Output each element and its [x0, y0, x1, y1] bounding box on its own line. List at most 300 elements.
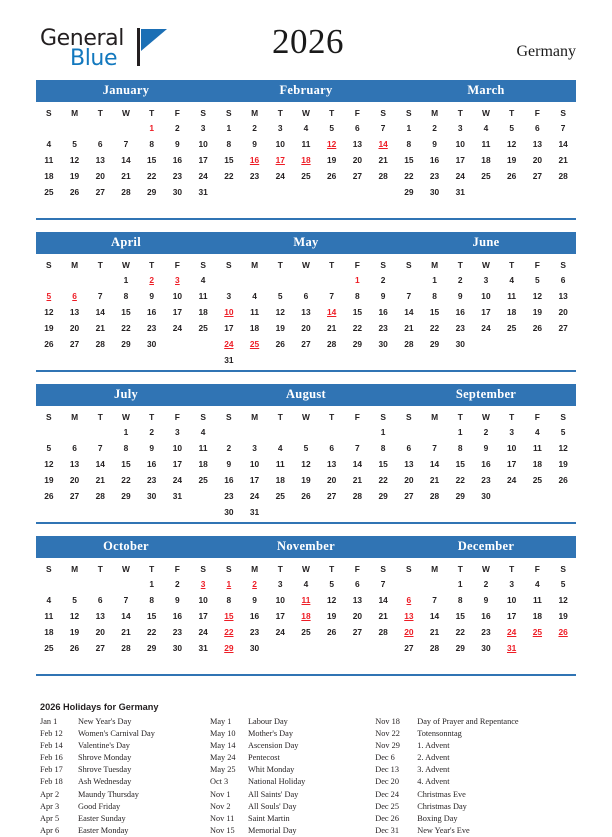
day-cell[interactable]: 28 [378, 171, 388, 181]
day-cell[interactable]: 6 [97, 595, 103, 605]
day-cell[interactable]: 21 [429, 475, 440, 485]
day-cell[interactable]: 10 [172, 291, 183, 301]
day-cell[interactable]: 17 [224, 323, 234, 333]
day-cell[interactable]: 7 [432, 595, 437, 605]
day-cell[interactable]: 4 [303, 579, 309, 589]
day-cell[interactable]: 29 [404, 187, 414, 197]
day-cell[interactable]: 13 [301, 307, 311, 317]
day-cell[interactable]: 27 [327, 491, 337, 501]
day-cell[interactable]: 30 [172, 187, 183, 197]
day-cell[interactable]: 12 [507, 139, 517, 149]
day-cell[interactable]: 13 [95, 155, 105, 165]
day-cell[interactable]: 4 [46, 595, 52, 605]
day-cell-holiday[interactable]: 22 [224, 627, 234, 637]
day-cell[interactable]: 25 [301, 171, 311, 181]
day-cell[interactable]: 29 [429, 339, 440, 349]
day-cell[interactable]: 5 [560, 579, 566, 589]
day-cell[interactable]: 7 [406, 291, 412, 301]
day-cell[interactable]: 12 [69, 611, 80, 621]
day-cell[interactable]: 21 [327, 323, 337, 333]
day-cell[interactable]: 5 [560, 427, 566, 437]
day-cell[interactable]: 12 [558, 595, 568, 605]
day-cell[interactable]: 12 [301, 459, 311, 469]
day-cell[interactable]: 19 [558, 459, 568, 469]
day-cell[interactable]: 6 [535, 123, 540, 133]
day-cell[interactable]: 14 [558, 139, 568, 149]
day-cell[interactable]: 22 [147, 171, 157, 181]
day-cell[interactable]: 3 [483, 275, 489, 285]
day-cell[interactable]: 24 [455, 171, 465, 181]
day-cell[interactable]: 10 [507, 443, 517, 453]
day-cell-holiday[interactable]: 18 [301, 155, 311, 165]
day-cell[interactable]: 28 [95, 491, 105, 501]
day-cell[interactable]: 13 [69, 307, 80, 317]
day-cell[interactable]: 26 [44, 339, 54, 349]
day-cell[interactable]: 14 [352, 459, 363, 469]
day-cell[interactable]: 11 [481, 139, 491, 149]
day-cell[interactable]: 2 [175, 579, 180, 589]
day-cell[interactable]: 14 [429, 459, 440, 469]
day-cell[interactable]: 4 [535, 579, 540, 589]
day-cell[interactable]: 17 [507, 611, 517, 621]
day-cell-holiday[interactable]: 6 [406, 595, 412, 605]
day-cell-holiday[interactable]: 11 [301, 595, 311, 605]
day-cell[interactable]: 9 [149, 443, 154, 453]
day-cell[interactable]: 20 [352, 155, 363, 165]
day-cell[interactable]: 25 [532, 475, 543, 485]
day-cell[interactable]: 13 [352, 139, 363, 149]
day-cell[interactable]: 18 [198, 459, 208, 469]
day-cell-holiday[interactable]: 25 [249, 339, 260, 349]
day-cell[interactable]: 21 [558, 155, 568, 165]
day-cell[interactable]: 18 [507, 307, 517, 317]
day-cell[interactable]: 11 [250, 307, 259, 317]
day-cell[interactable]: 2 [226, 443, 232, 453]
day-cell[interactable]: 1 [457, 579, 463, 589]
day-cell-holiday[interactable]: 5 [46, 291, 52, 301]
day-cell[interactable]: 25 [507, 323, 517, 333]
day-cell[interactable]: 9 [175, 139, 180, 149]
day-cell[interactable]: 30 [378, 339, 388, 349]
day-cell[interactable]: 3 [509, 579, 514, 589]
day-cell[interactable]: 2 [175, 123, 180, 133]
day-cell-holiday[interactable]: 10 [224, 307, 234, 317]
day-cell[interactable]: 16 [249, 611, 260, 621]
day-cell[interactable]: 13 [558, 291, 568, 301]
day-cell[interactable]: 22 [352, 323, 363, 333]
day-cell[interactable]: 20 [558, 307, 568, 317]
day-cell[interactable]: 16 [455, 307, 465, 317]
day-cell[interactable]: 26 [327, 171, 337, 181]
day-cell[interactable]: 21 [429, 627, 440, 637]
day-cell[interactable]: 23 [429, 171, 440, 181]
day-cell[interactable]: 12 [69, 155, 80, 165]
day-cell[interactable]: 31 [172, 491, 183, 501]
day-cell[interactable]: 6 [97, 139, 103, 149]
day-cell[interactable]: 8 [123, 443, 129, 453]
day-cell[interactable]: 28 [404, 339, 414, 349]
day-cell[interactable]: 11 [275, 459, 285, 469]
day-cell[interactable]: 6 [329, 443, 334, 453]
day-cell[interactable]: 5 [72, 595, 77, 605]
day-cell[interactable]: 24 [275, 627, 285, 637]
day-cell[interactable]: 7 [97, 291, 103, 301]
day-cell-holiday[interactable]: 24 [507, 627, 517, 637]
day-cell-holiday[interactable]: 13 [404, 611, 414, 621]
day-cell[interactable]: 23 [172, 627, 183, 637]
day-cell[interactable]: 15 [147, 155, 157, 165]
day-cell[interactable]: 17 [249, 475, 260, 485]
day-cell[interactable]: 18 [532, 459, 543, 469]
day-cell[interactable]: 13 [404, 459, 414, 469]
day-cell[interactable]: 18 [198, 307, 208, 317]
day-cell[interactable]: 30 [172, 643, 183, 653]
day-cell[interactable]: 6 [560, 275, 566, 285]
day-cell[interactable]: 17 [507, 459, 517, 469]
day-cell[interactable]: 15 [121, 459, 131, 469]
day-cell[interactable]: 27 [352, 171, 363, 181]
day-cell[interactable]: 11 [44, 611, 54, 621]
day-cell[interactable]: 15 [404, 155, 414, 165]
day-cell[interactable]: 26 [327, 627, 337, 637]
day-cell[interactable]: 19 [507, 155, 517, 165]
day-cell-holiday[interactable]: 14 [378, 139, 388, 149]
day-cell[interactable]: 12 [44, 307, 54, 317]
day-cell[interactable]: 29 [455, 491, 465, 501]
day-cell[interactable]: 24 [198, 627, 208, 637]
day-cell[interactable]: 19 [532, 307, 543, 317]
day-cell[interactable]: 11 [507, 291, 517, 301]
day-cell[interactable]: 2 [432, 123, 437, 133]
day-cell[interactable]: 19 [301, 475, 311, 485]
day-cell[interactable]: 27 [352, 627, 363, 637]
day-cell[interactable]: 9 [252, 139, 257, 149]
day-cell[interactable]: 26 [44, 491, 54, 501]
day-cell[interactable]: 8 [457, 595, 463, 605]
day-cell[interactable]: 10 [481, 291, 491, 301]
day-cell[interactable]: 19 [327, 155, 337, 165]
day-cell[interactable]: 18 [44, 171, 54, 181]
day-cell-holiday[interactable]: 31 [507, 643, 517, 653]
day-cell[interactable]: 5 [46, 443, 52, 453]
day-cell[interactable]: 6 [72, 443, 77, 453]
day-cell[interactable]: 30 [224, 507, 234, 517]
day-cell[interactable]: 24 [249, 491, 260, 501]
day-cell[interactable]: 18 [44, 627, 54, 637]
day-cell-holiday[interactable]: 2 [252, 579, 257, 589]
day-cell[interactable]: 20 [352, 611, 363, 621]
day-cell[interactable]: 10 [455, 139, 465, 149]
day-cell[interactable]: 31 [198, 643, 208, 653]
day-cell[interactable]: 9 [432, 139, 437, 149]
day-cell[interactable]: 28 [95, 339, 105, 349]
day-cell[interactable]: 8 [149, 139, 154, 149]
day-cell[interactable]: 4 [483, 123, 489, 133]
day-cell[interactable]: 16 [172, 155, 183, 165]
day-cell[interactable]: 13 [532, 139, 543, 149]
day-cell[interactable]: 12 [558, 443, 568, 453]
day-cell[interactable]: 17 [198, 611, 208, 621]
day-cell[interactable]: 30 [147, 339, 157, 349]
day-cell[interactable]: 20 [532, 155, 543, 165]
day-cell[interactable]: 14 [378, 595, 388, 605]
day-cell[interactable]: 8 [149, 595, 154, 605]
day-cell[interactable]: 1 [226, 123, 232, 133]
day-cell[interactable]: 20 [327, 475, 337, 485]
day-cell[interactable]: 5 [329, 123, 334, 133]
day-cell[interactable]: 28 [327, 339, 337, 349]
day-cell[interactable]: 15 [224, 155, 234, 165]
day-cell[interactable]: 22 [147, 627, 157, 637]
day-cell[interactable]: 27 [301, 339, 311, 349]
day-cell[interactable]: 17 [481, 307, 491, 317]
day-cell[interactable]: 4 [46, 139, 52, 149]
day-cell[interactable]: 6 [303, 291, 309, 301]
day-cell[interactable]: 19 [44, 323, 54, 333]
day-cell[interactable]: 26 [69, 187, 80, 197]
day-cell[interactable]: 10 [172, 443, 183, 453]
day-cell[interactable]: 1 [432, 275, 437, 285]
day-cell[interactable]: 23 [378, 323, 388, 333]
day-cell[interactable]: 14 [429, 611, 440, 621]
day-cell[interactable]: 12 [275, 307, 285, 317]
day-cell[interactable]: 30 [455, 339, 465, 349]
day-cell[interactable]: 15 [352, 307, 363, 317]
day-cell[interactable]: 14 [95, 459, 105, 469]
day-cell[interactable]: 16 [224, 475, 234, 485]
day-cell[interactable]: 14 [95, 307, 105, 317]
day-cell[interactable]: 21 [95, 323, 105, 333]
day-cell[interactable]: 21 [121, 171, 131, 181]
day-cell[interactable]: 24 [507, 475, 517, 485]
day-cell-holiday[interactable]: 25 [532, 627, 543, 637]
day-cell[interactable]: 7 [380, 579, 386, 589]
day-cell[interactable]: 27 [69, 491, 80, 501]
day-cell[interactable]: 3 [509, 427, 514, 437]
day-cell[interactable]: 29 [147, 187, 157, 197]
day-cell[interactable]: 1 [380, 427, 386, 437]
day-cell[interactable]: 3 [252, 443, 257, 453]
day-cell[interactable]: 22 [455, 627, 465, 637]
day-cell[interactable]: 5 [72, 139, 77, 149]
day-cell-holiday[interactable]: 15 [224, 611, 234, 621]
day-cell[interactable]: 30 [481, 643, 491, 653]
day-cell[interactable]: 28 [429, 491, 440, 501]
day-cell[interactable]: 9 [149, 291, 154, 301]
day-cell[interactable]: 29 [121, 339, 131, 349]
day-cell[interactable]: 29 [378, 491, 388, 501]
day-cell[interactable]: 21 [352, 475, 363, 485]
day-cell[interactable]: 15 [121, 307, 131, 317]
day-cell-holiday[interactable]: 1 [226, 579, 232, 589]
day-cell[interactable]: 24 [172, 475, 183, 485]
day-cell[interactable]: 28 [121, 187, 131, 197]
day-cell[interactable]: 28 [352, 491, 363, 501]
day-cell[interactable]: 5 [535, 275, 540, 285]
day-cell[interactable]: 12 [532, 291, 543, 301]
day-cell[interactable]: 1 [406, 123, 412, 133]
day-cell[interactable]: 19 [558, 611, 568, 621]
day-cell[interactable]: 4 [252, 291, 257, 301]
day-cell[interactable]: 18 [532, 611, 543, 621]
day-cell[interactable]: 17 [275, 611, 285, 621]
day-cell[interactable]: 24 [275, 171, 285, 181]
day-cell[interactable]: 9 [457, 291, 463, 301]
day-cell[interactable]: 16 [378, 307, 388, 317]
day-cell[interactable]: 9 [252, 595, 257, 605]
day-cell[interactable]: 27 [558, 323, 568, 333]
day-cell[interactable]: 25 [198, 323, 208, 333]
day-cell[interactable]: 7 [123, 595, 129, 605]
day-cell[interactable]: 27 [532, 171, 543, 181]
day-cell[interactable]: 28 [429, 643, 440, 653]
day-cell[interactable]: 17 [172, 459, 183, 469]
day-cell[interactable]: 22 [429, 323, 440, 333]
day-cell[interactable]: 8 [432, 291, 437, 301]
day-cell[interactable]: 27 [95, 187, 105, 197]
day-cell[interactable]: 16 [172, 611, 183, 621]
day-cell[interactable]: 7 [432, 443, 437, 453]
day-cell[interactable]: 9 [380, 291, 386, 301]
day-cell[interactable]: 27 [404, 491, 414, 501]
day-cell[interactable]: 27 [404, 643, 414, 653]
day-cell[interactable]: 29 [121, 491, 131, 501]
day-cell[interactable]: 16 [147, 459, 157, 469]
day-cell[interactable]: 24 [481, 323, 491, 333]
day-cell[interactable]: 1 [457, 427, 463, 437]
day-cell[interactable]: 21 [378, 611, 388, 621]
day-cell[interactable]: 9 [175, 595, 180, 605]
day-cell[interactable]: 4 [200, 427, 206, 437]
day-cell[interactable]: 14 [404, 307, 414, 317]
day-cell[interactable]: 10 [249, 459, 260, 469]
day-cell[interactable]: 15 [455, 459, 465, 469]
day-cell[interactable]: 23 [481, 627, 491, 637]
day-cell[interactable]: 16 [147, 307, 157, 317]
day-cell[interactable]: 1 [123, 275, 129, 285]
day-cell[interactable]: 11 [532, 595, 542, 605]
day-cell[interactable]: 25 [481, 171, 491, 181]
day-cell-holiday[interactable]: 1 [355, 275, 360, 285]
day-cell[interactable]: 25 [198, 475, 208, 485]
day-cell[interactable]: 8 [355, 291, 360, 301]
day-cell[interactable]: 22 [455, 475, 465, 485]
day-cell[interactable]: 19 [69, 627, 80, 637]
day-cell[interactable]: 23 [147, 475, 157, 485]
day-cell[interactable]: 16 [481, 611, 491, 621]
day-cell[interactable]: 17 [198, 155, 208, 165]
day-cell-holiday[interactable]: 14 [327, 307, 337, 317]
day-cell[interactable]: 18 [249, 323, 260, 333]
day-cell[interactable]: 21 [95, 475, 105, 485]
day-cell[interactable]: 1 [149, 579, 154, 589]
day-cell[interactable]: 11 [532, 443, 542, 453]
day-cell[interactable]: 5 [303, 443, 309, 453]
day-cell[interactable]: 7 [123, 139, 129, 149]
day-cell[interactable]: 22 [121, 323, 131, 333]
day-cell[interactable]: 3 [457, 123, 463, 133]
day-cell[interactable]: 2 [483, 427, 489, 437]
day-cell[interactable]: 16 [429, 155, 440, 165]
day-cell[interactable]: 8 [226, 595, 232, 605]
day-cell[interactable]: 4 [277, 443, 283, 453]
day-cell[interactable]: 14 [121, 611, 131, 621]
day-cell[interactable]: 20 [69, 323, 80, 333]
day-cell[interactable]: 26 [532, 323, 543, 333]
day-cell-holiday[interactable]: 3 [175, 275, 180, 285]
day-cell[interactable]: 3 [226, 291, 232, 301]
day-cell[interactable]: 8 [226, 139, 232, 149]
day-cell[interactable]: 11 [198, 291, 208, 301]
day-cell[interactable]: 10 [507, 595, 517, 605]
day-cell[interactable]: 8 [406, 139, 412, 149]
day-cell[interactable]: 10 [198, 595, 208, 605]
day-cell[interactable]: 5 [329, 579, 334, 589]
day-cell[interactable]: 8 [123, 291, 129, 301]
day-cell[interactable]: 23 [224, 491, 234, 501]
day-cell[interactable]: 7 [355, 443, 360, 453]
day-cell[interactable]: 20 [301, 323, 311, 333]
day-cell[interactable]: 8 [380, 443, 386, 453]
day-cell[interactable]: 9 [226, 459, 232, 469]
day-cell[interactable]: 18 [275, 475, 285, 485]
day-cell[interactable]: 25 [275, 491, 285, 501]
day-cell[interactable]: 27 [69, 339, 80, 349]
day-cell[interactable]: 9 [483, 443, 489, 453]
day-cell[interactable]: 26 [275, 339, 285, 349]
day-cell-holiday[interactable]: 18 [301, 611, 311, 621]
day-cell[interactable]: 20 [404, 475, 414, 485]
day-cell[interactable]: 27 [95, 643, 105, 653]
day-cell[interactable]: 4 [303, 123, 309, 133]
day-cell[interactable]: 3 [175, 427, 180, 437]
day-cell[interactable]: 4 [509, 275, 514, 285]
day-cell[interactable]: 13 [95, 611, 105, 621]
day-cell[interactable]: 30 [147, 491, 157, 501]
day-cell[interactable]: 21 [121, 627, 131, 637]
day-cell[interactable]: 11 [198, 443, 208, 453]
day-cell[interactable]: 15 [147, 611, 157, 621]
day-cell[interactable]: 23 [172, 171, 183, 181]
day-cell[interactable]: 2 [149, 427, 154, 437]
day-cell[interactable]: 30 [429, 187, 440, 197]
day-cell[interactable]: 20 [95, 171, 105, 181]
day-cell[interactable]: 23 [481, 475, 491, 485]
day-cell[interactable]: 6 [355, 123, 360, 133]
day-cell[interactable]: 31 [455, 187, 465, 197]
day-cell[interactable]: 26 [301, 491, 311, 501]
day-cell[interactable]: 10 [198, 139, 208, 149]
day-cell[interactable]: 13 [69, 459, 80, 469]
day-cell[interactable]: 15 [378, 459, 388, 469]
day-cell-holiday[interactable]: 17 [275, 155, 285, 165]
day-cell[interactable]: 26 [69, 643, 80, 653]
day-cell-holiday[interactable]: 24 [224, 339, 234, 349]
day-cell[interactable]: 1 [123, 427, 129, 437]
day-cell[interactable]: 18 [481, 155, 491, 165]
day-cell[interactable]: 24 [198, 171, 208, 181]
day-cell[interactable]: 7 [560, 123, 566, 133]
day-cell[interactable]: 6 [406, 443, 412, 453]
day-cell[interactable]: 23 [249, 171, 260, 181]
day-cell[interactable]: 17 [172, 307, 183, 317]
day-cell[interactable]: 8 [457, 443, 463, 453]
day-cell[interactable]: 28 [558, 171, 568, 181]
day-cell[interactable]: 3 [277, 123, 283, 133]
day-cell[interactable]: 3 [277, 579, 283, 589]
day-cell[interactable]: 19 [69, 171, 80, 181]
day-cell-holiday[interactable]: 16 [249, 155, 260, 165]
